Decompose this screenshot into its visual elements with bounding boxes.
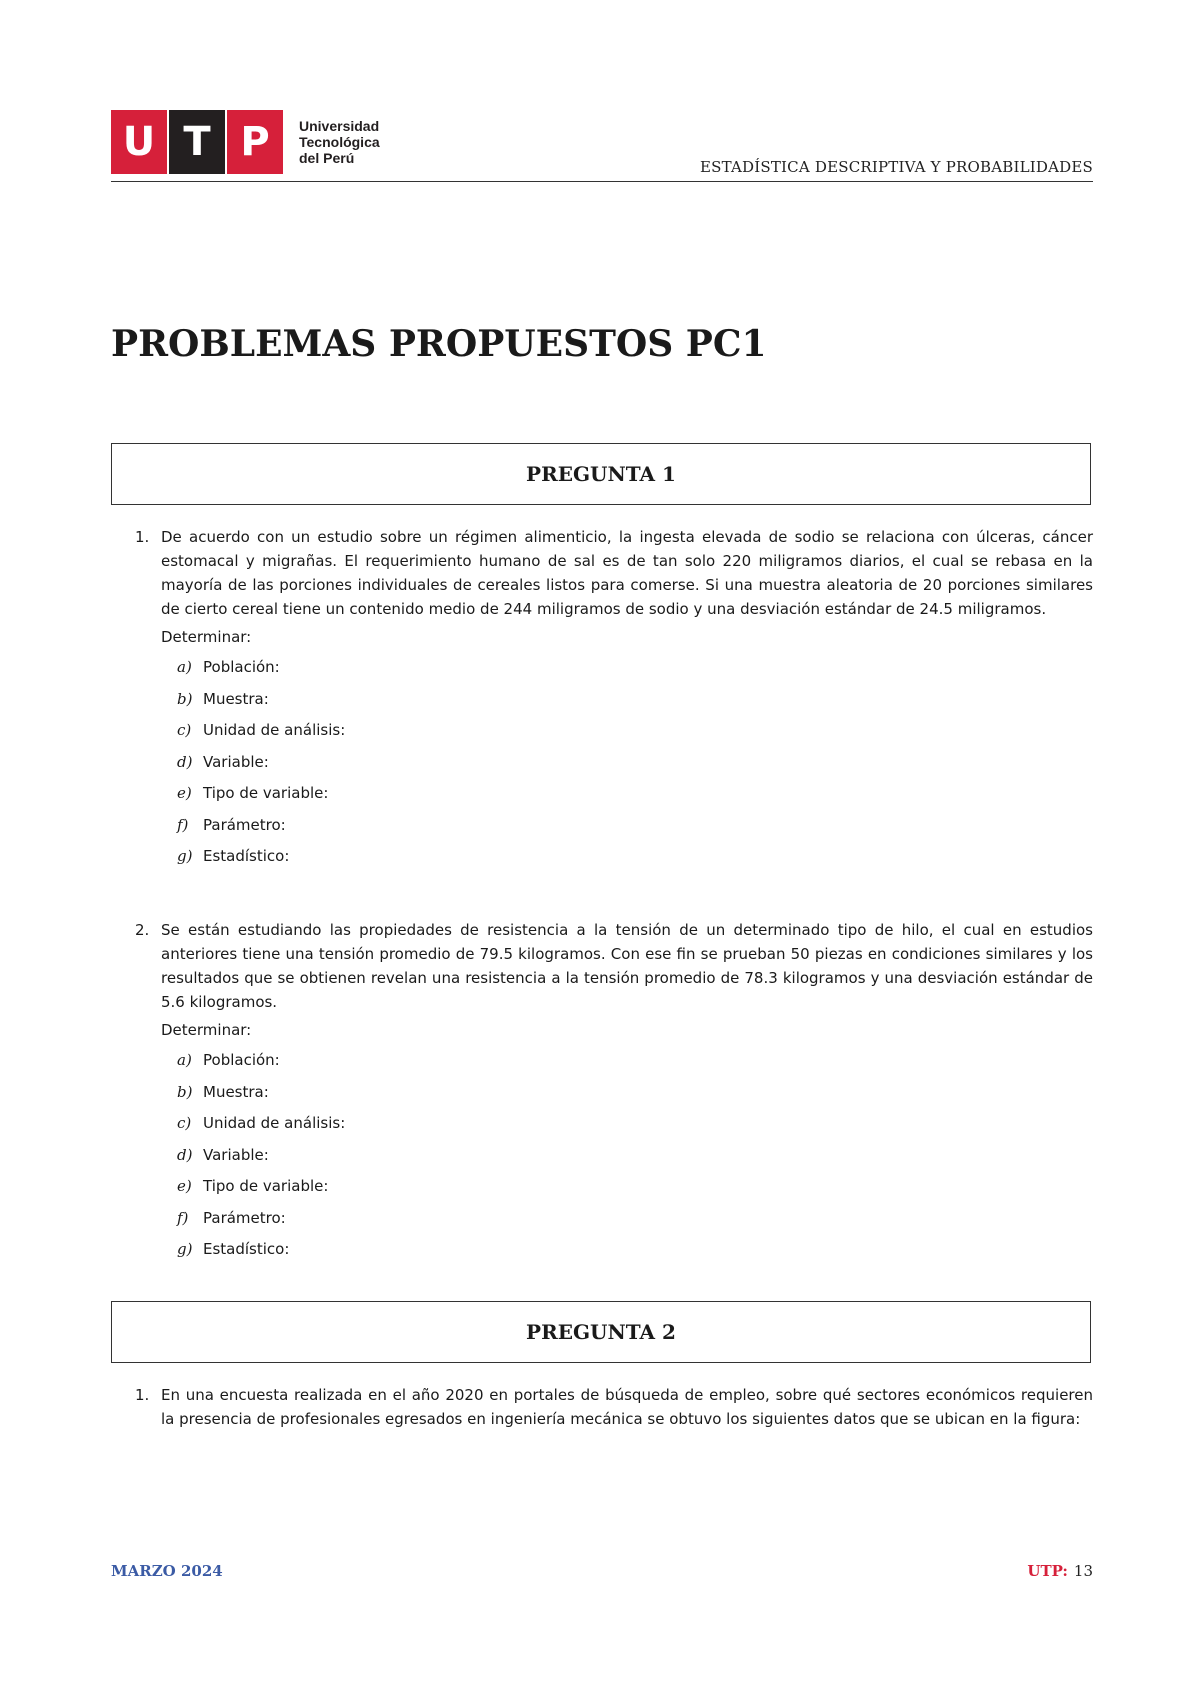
footer-date: MARZO 2024 [111, 1562, 223, 1580]
problem-number: 2. [135, 921, 150, 939]
item-label: Estadístico: [203, 1240, 290, 1258]
list-item [177, 781, 1093, 813]
logo-letter-p: P [227, 110, 283, 174]
list-item [177, 750, 1093, 782]
item-letter: g) [177, 847, 193, 865]
logo-letter-t: T [169, 110, 225, 174]
item-label: Parámetro: [203, 815, 286, 834]
logo-letter-u: U [111, 110, 167, 174]
university-line-3: del Perú [299, 150, 355, 166]
list-item [177, 1237, 1093, 1269]
problem-text: En una encuesta realizada en el año 2020 en portales de búsqueda de empleo, sobre qué sectores económicos requieren la presencia de profesionales egresados en ingeniería mecánica se obtuvo los siguientes datos que se ubican en la figura: [161, 1386, 1093, 1428]
item-letter: e) [177, 784, 192, 802]
list-item [177, 1174, 1093, 1206]
item-label: Unidad de análisis: [203, 1114, 346, 1132]
list-item [177, 718, 1093, 750]
item-letter: d) [177, 1145, 193, 1164]
section-heading-pregunta-2: PREGUNTA 2 [111, 1301, 1091, 1363]
problem-number: 1. [135, 1386, 150, 1404]
list-item [177, 844, 1093, 876]
item-list [177, 1048, 1093, 1269]
course-title: ESTADÍSTICA DESCRIPTIVA Y PROBABILIDADES [699, 158, 1093, 176]
item-label: Parámetro: [203, 1208, 286, 1227]
item-letter: c) [177, 1114, 192, 1132]
item-label: Estadístico: [203, 847, 290, 865]
university-name [299, 118, 380, 166]
problem-1-1 [135, 525, 1093, 876]
item-letter: c) [177, 721, 192, 739]
item-letter: a) [177, 1051, 192, 1069]
list-item [177, 1080, 1093, 1112]
item-label: Muestra: [203, 689, 269, 708]
header-divider [111, 181, 1093, 182]
item-letter: a) [177, 658, 192, 676]
problem-number: 1. [135, 528, 150, 546]
item-letter: e) [177, 1177, 192, 1195]
page-title: PROBLEMAS PROPUESTOS PC1 [111, 323, 767, 365]
list-item [177, 813, 1093, 845]
list-item [177, 655, 1093, 687]
university-line-2: Tecnológica [299, 134, 380, 150]
problem-2-1 [135, 1383, 1093, 1431]
item-letter: d) [177, 752, 193, 771]
determinar-label: Determinar: [161, 628, 252, 646]
item-letter: f) [177, 1208, 189, 1227]
problem-text: Se están estudiando las propiedades de resistencia a la tensión de un determinado tipo de hilo, el cual en estudios anteriores tiene una tensión promedio de 79.5 kilogramos. Con ese fin se prueban 50 piezas en condiciones similares y los resultados que se obtienen revelan una resistencia a la tensión promedio de 78.3 kilogramos y una desviación estándar de 5.6 kilogramos. [161, 921, 1093, 1011]
page-number: 13 [1073, 1562, 1093, 1580]
footer-brand: UTP: [1027, 1562, 1068, 1580]
item-label: Tipo de variable: [203, 1177, 329, 1195]
footer-page [1027, 1562, 1093, 1580]
university-line-1: Universidad [299, 118, 380, 134]
item-label: Población: [203, 1051, 280, 1069]
item-label: Tipo de variable: [203, 784, 329, 802]
list-item [177, 687, 1093, 719]
item-letter: b) [177, 689, 193, 708]
utp-logo [111, 110, 380, 174]
item-label: Muestra: [203, 1082, 269, 1101]
item-list [177, 655, 1093, 876]
section-heading-pregunta-1: PREGUNTA 1 [111, 443, 1091, 505]
list-item [177, 1143, 1093, 1175]
problem-1-2 [135, 918, 1093, 1269]
problem-text: De acuerdo con un estudio sobre un régimen alimenticio, la ingesta elevada de sodio se relaciona con úlceras, cáncer estomacal y migrañas. El requerimiento humano de sal es de tan solo 220 miligramos diarios, el cual se rebasa en la mayoría de las porciones individuales de cereales listos para comerse. Si una muestra aleatoria de 20 porciones similares de cierto cereal tiene un contenido medio de 244 miligramos de sodio y una desviación estándar de 24.5 miligramos. [161, 528, 1093, 618]
item-letter: b) [177, 1082, 193, 1101]
list-item [177, 1048, 1093, 1080]
determinar-label: Determinar: [161, 1021, 252, 1039]
item-letter: f) [177, 815, 189, 834]
list-item [177, 1206, 1093, 1238]
item-letter: g) [177, 1240, 193, 1258]
item-label: Variable: [203, 1145, 269, 1164]
item-label: Población: [203, 658, 280, 676]
item-label: Variable: [203, 752, 269, 771]
item-label: Unidad de análisis: [203, 721, 346, 739]
list-item [177, 1111, 1093, 1143]
